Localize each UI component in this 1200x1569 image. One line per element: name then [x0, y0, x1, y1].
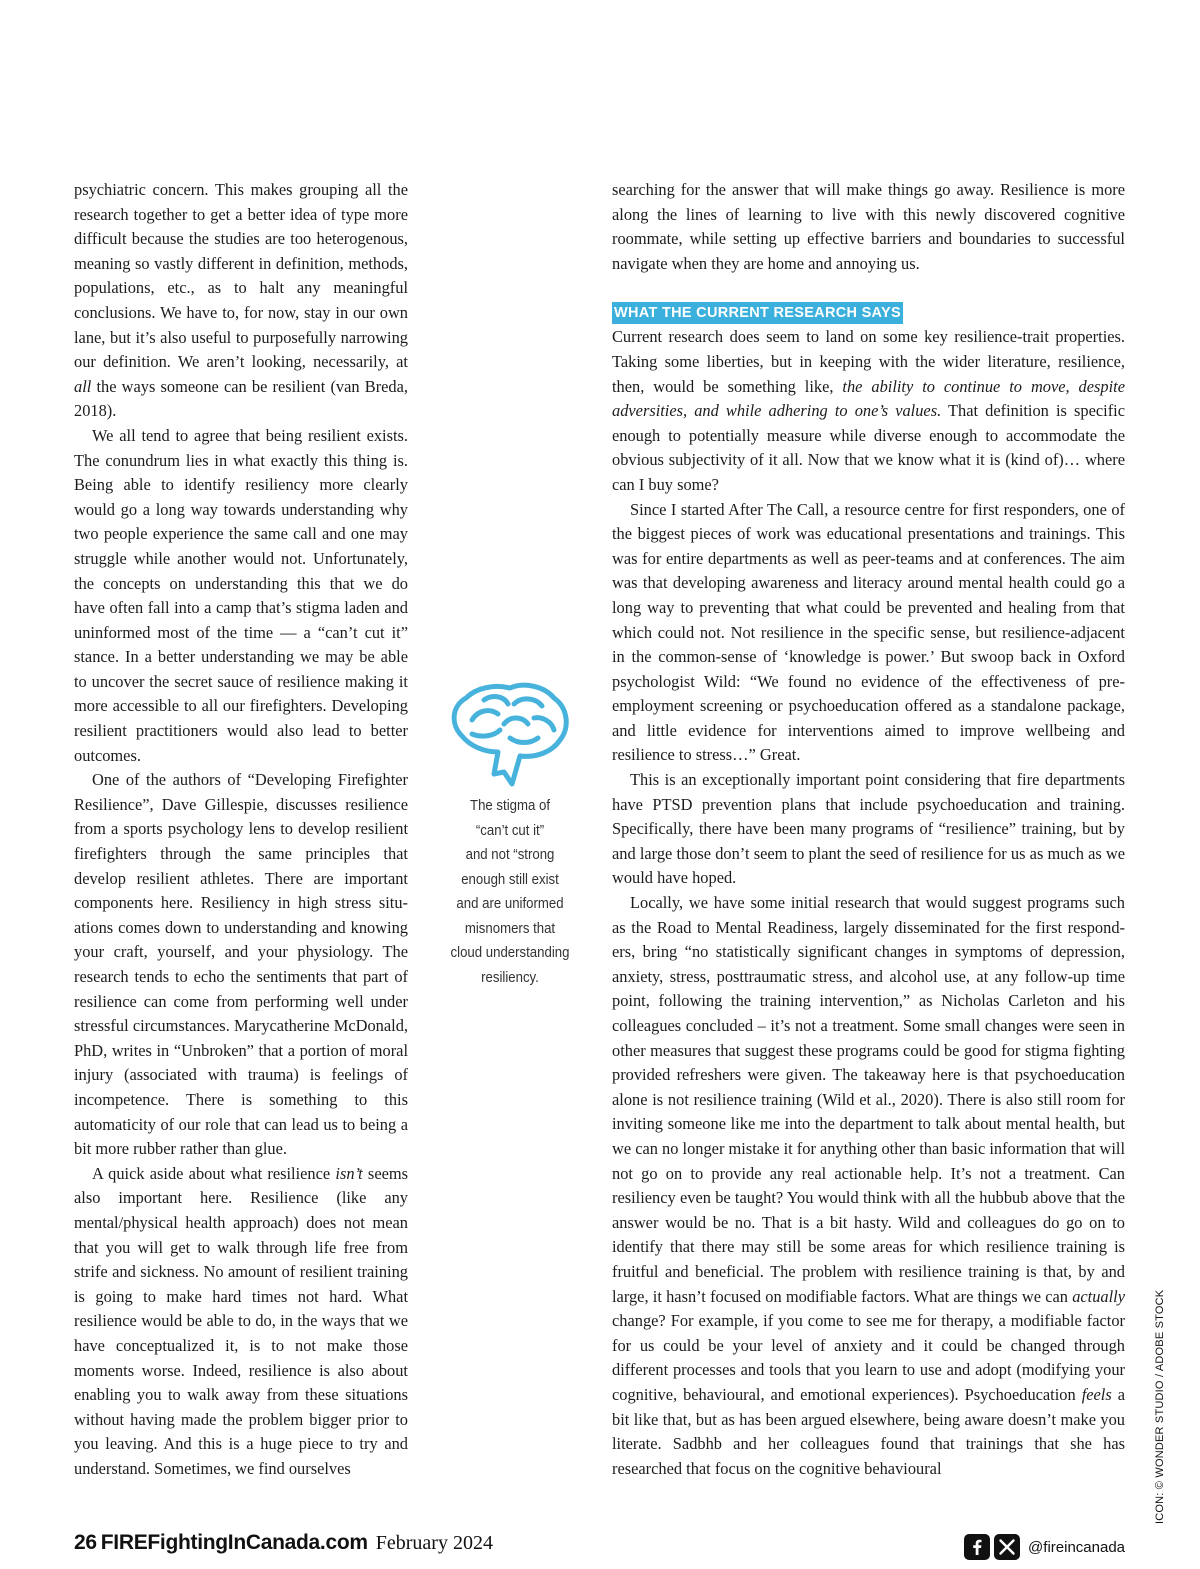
- paragraph: This is an exceptionally important point considering that fire departments have PTSD prevention plans that include psychoeducation and training. Specifically, there have been many programs of “resilience” training, but by and large those don’t seem to plant the seed of resilience for us as much as we would have hoped.: [612, 770, 1125, 888]
- emphasis: feels: [1081, 1384, 1112, 1404]
- pull-quote-line: misnomers that: [464, 919, 556, 937]
- pull-quote-line: The stigma of: [470, 797, 550, 814]
- right-column: [612, 178, 1125, 1481]
- pull-quote-line: and are uniformed: [456, 895, 564, 912]
- social-handle[interactable]: @fireincanada: [1028, 1538, 1125, 1556]
- paragraph: [74, 178, 408, 424]
- text: psychiatric concern. This makes grouping all the research together to get a better idea of type more difficult because the studies are too heterogenous, meaning so vastly different in definition, methods, populations, etc., as to halt any meaningful conclusions. We have to, for now, stay in our own lane, but it’s also useful to purposefully narrowing our definition. We aren’t looking, necessarily, at: [74, 180, 408, 372]
- section-gap: [612, 276, 1125, 300]
- text: the ways someone can be resilient (van Breda, 2018).: [74, 376, 408, 421]
- left-column: [74, 178, 408, 1481]
- text: That definition is specific enough to potentially measure while diverse enough to accommodate the obvious subjectivity of it all. Now that we know what it is (kind of)… where can I buy some?: [612, 401, 1125, 494]
- pull-quote-line: resiliency.: [481, 968, 539, 986]
- text: seems also important here. Resilience (like any mental/physical health approach) does not mean that you will get to walk through life free from strife and sickness. No amount of resilient training is going to make hard times not hard. What resilience would be able to do, in the ways that we have conceptualized it, is to not make those moments worse. Indeed, resilience is also about enabling you to walk away from these situations without having made the problem bigger prior to you leaving. And this is a huge piece to try and understand. Sometimes, we find ourselves: [74, 1163, 408, 1478]
- issue-date: February 2024: [375, 1532, 493, 1554]
- emphasis: all: [74, 376, 92, 396]
- text: change? For example, if you come to see me for therapy, a modifiable factor for us could be your level of anxiety and it could be changed through different processes and tools that you learn to use and adopt (modifying your cognitive, behavioural, and emotional experiences). Psychoeducation: [612, 1311, 1125, 1404]
- paragraph: searching for the answer that will make things go away. Resilience is more along the lines of learning to live with this newly discovered cognitive roommate, while setting up effective barriers and boundaries to successful navigate when they are home and annoying us.: [612, 180, 1125, 273]
- section-heading: WHAT THE CURRENT RESEARCH SAYS: [612, 302, 903, 324]
- pull-quote: [448, 794, 571, 990]
- text: A quick aside about what resilience: [92, 1163, 336, 1183]
- emphasis: actually: [1072, 1286, 1125, 1306]
- pull-quote-line: “can’t cut it”: [475, 821, 545, 839]
- pull-quote-line: cloud understanding: [450, 944, 570, 961]
- paragraph: Since I started After The Call, a resource centre for first responders, one of the biggest pieces of work was educational presentations and trainings. This was for entire departments as well as peer-teams and at conferences. The aim was that developing awareness and literacy around mental health could go a long way to preventing that what could be prevented and healing from that which could not. Not resilience in the specific sense, but resilience-adjacent in the common-sense of ‘knowledge is power.’ But swoop back in Oxford psychologist Wild: “We found no evidence of the effectiveness of pre-employment screening or psychoeducation offered as a standalone package, and little evidence for interventions aimed to improve wellbeing and resilience to stress…” Great.: [612, 499, 1125, 765]
- text: a bit like that, but as has been argued elsewhere, being aware doesn’t make you literate. Sadbhb and her colleagues found that trainings that she has researched that focus on the cognitive behavioural: [612, 1384, 1125, 1478]
- paragraph: [612, 891, 1125, 1481]
- paragraph: One of the authors of “Developing Firefighter Resilience”, Dave Gillespie, discusses resilience from a sports psychology lens to develop resilient firefighters through the same principles that develop resilient athletes. There are important components here. Resiliency in high stress situations comes down to understanding and knowing your craft, yourself, and your physiology. The research tends to echo the sentiments that part of resilience can come from performing well under stressful circumstances. Marycatherine McDonald, PhD, writes in “Unbroken” that a portion of moral injury (associated with trauma) is feelings of incompetence. There is something to this automaticity of our role that can lead us to being a bit more rubber rather than glue.: [74, 770, 408, 1159]
- paragraph: We all tend to agree that being resilient exists. The conundrum lies in what exactly this thing is. Being able to identify resiliency more clearly would go a long way towards understanding why two people experience the same call and one may struggle while another would not. Unfortunately, the concepts on understanding this that we do have often fall into a camp that’s stigma laden and uninformed most of the time — a “can’t cut it” stance. In a better understanding we may be able to uncover the secret sauce of resilience making it more accessible to all our firefighters. Developing resilient practitioners would also lead to better outcomes.: [74, 425, 408, 765]
- paragraph: [612, 325, 1125, 497]
- text: Locally, we have some initial research that would suggest programs such as the Road to Mental Readiness, largely disseminated for the first responders, bring “no statistically significant changes in symptoms of depression, anxiety, stress, posttraumatic stress, and alcohol use, at any follow-up time point, following the training intervention,” as Nicholas Carleton and his colleagues concluded – it’s not a treatment. Some small changes were seen in other measures that suggest these programs could be good for stigma fighting provided refreshers were given. The takeaway here is that psychoeducation alone is not resilience training (Wild et al., 2020). There is also still room for inviting someone like me into the department to talk about mental health, but we can no longer mistake it for anything other than basic information that will not go on to provide any real actionable help. It’s not a treatment. Can resiliency even be taught? You would think with all the hubbub above that the answer would be no. That is a bit hasty. Wild and colleagues do go on to identify that there may still be some areas for which resilience training is fruitful and beneficial. The problem with resilience training is that, by and large, it hasn’t focused on modifiable factors. What are things we can: [612, 893, 1125, 1306]
- paragraph: [74, 1162, 408, 1482]
- brain-icon: [448, 680, 572, 788]
- x-icon[interactable]: [994, 1534, 1020, 1560]
- social-links: [964, 1534, 1125, 1560]
- facebook-icon[interactable]: [964, 1534, 990, 1560]
- photo-credit: ICON: © WONDER STUDIO / ADOBE STOCK: [1154, 1289, 1166, 1524]
- text: Current research does seem to land on some key resilience-trait properties. Taking some liberties, but in keeping with the wider literature, resilience, then, would be something like,: [612, 327, 1125, 396]
- emphasis: isn’t: [335, 1163, 363, 1183]
- emphasis: the ability to continue to move, despite adversities, and while adhering to one’s values.: [612, 376, 1125, 421]
- page-footer: [74, 1531, 493, 1555]
- page-number: 26: [74, 1531, 97, 1554]
- pull-quote-line: enough still exist: [461, 870, 559, 888]
- site-link[interactable]: FIREFightingInCanada.com: [100, 1531, 368, 1554]
- pull-quote-line: and not “strong: [465, 846, 555, 863]
